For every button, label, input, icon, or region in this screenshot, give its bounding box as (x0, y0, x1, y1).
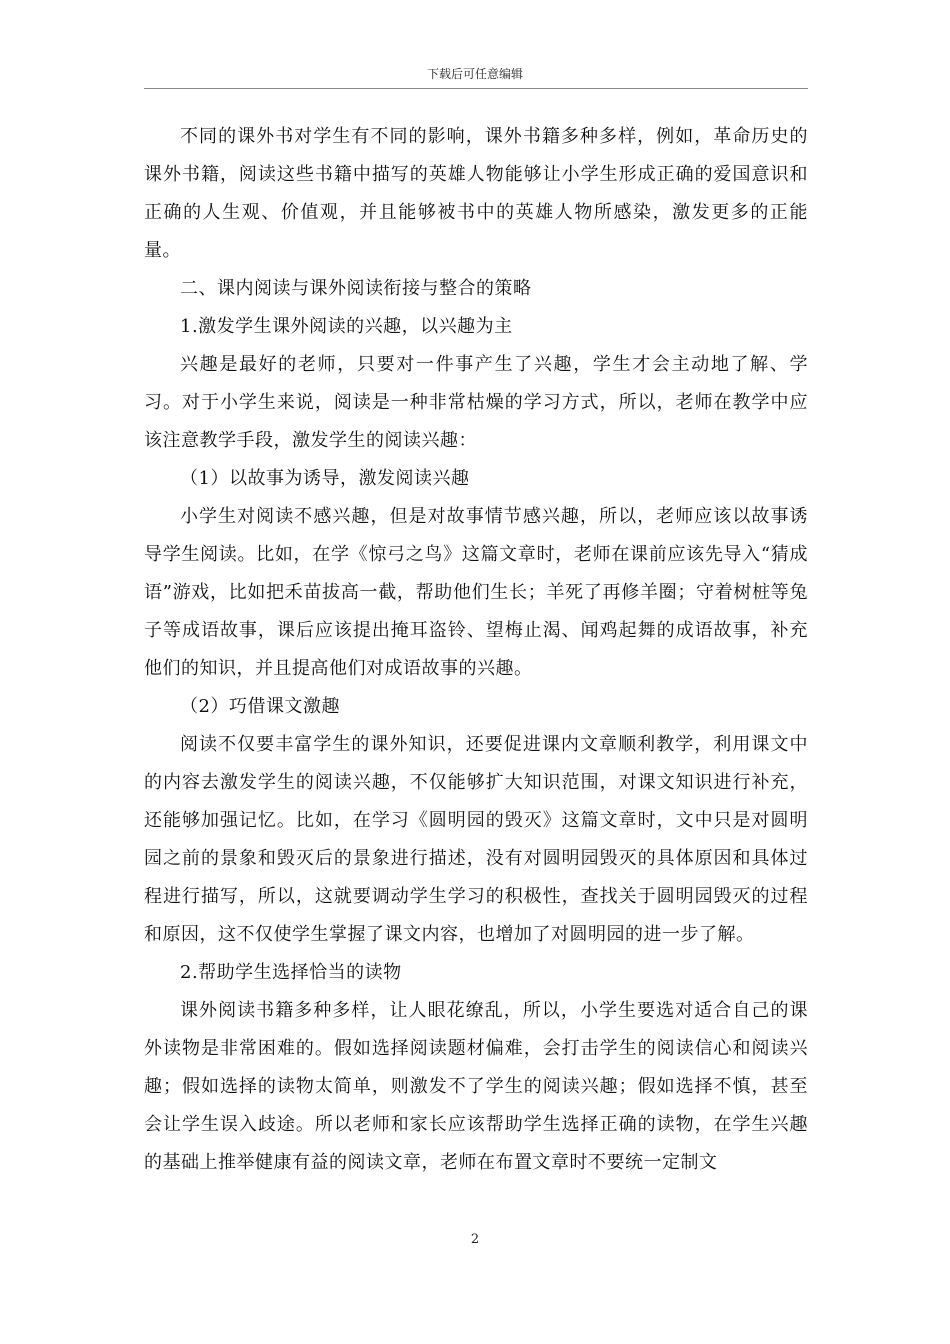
paragraph: 阅读不仅要丰富学生的课外知识，还要促进课内文章顺利教学，利用课文中的内容去激发学生的阅读兴趣，不仅能够扩大知识范围，对课文知识进行补充，还能够加强记忆。比如，在学习《圆明园的毁灭》这篇文章时，文中只是对圆明园之前的景象和毁灭后的景象进行描述，没有对圆明园毁灭的具体原因和具体过程进行描写，所以，这就要调动学生学习的积极性，查找关于圆明园毁灭的过程和原因，这不仅使学生掌握了课文内容，也增加了对圆明园的进一步了解。 (144, 734, 808, 945)
page-header: 下载后可任意编辑 (426, 67, 523, 81)
paragraph: 不同的课外书对学生有不同的影响，课外书籍多种多样，例如，革命历史的课外书籍，阅读这些书籍中描写的英雄人物能够让小学生形成正确的爱国意识和正确的人生观、价值观，并且能够被书中的英雄人物所感染，激发更多的正能量。 (144, 126, 808, 261)
header-divider (144, 88, 808, 89)
section-heading: 二、课内阅读与课外阅读衔接与整合的策略 (180, 278, 532, 299)
subsection-heading: （2）巧借课文激趣 (180, 696, 340, 717)
paragraph: 兴趣是最好的老师，只要对一件事产生了兴趣，学生才会主动地了解、学习。对于小学生来说，阅读是一种非常枯燥的学习方式，所以，老师在教学中应该注意教学手段，激发学生的阅读兴趣： (144, 354, 808, 451)
paragraph: 小学生对阅读不感兴趣，但是对故事情节感兴趣，所以，老师应该以故事诱导学生阅读。比如，在学《惊弓之鸟》这篇文章时，老师在课前应该先导入“猜成语”游戏，比如把禾苗拔高一截，帮助他们生长；羊死了再修羊圈；守着树桩等兔子等成语故事，课后应该提出掩耳盗铃、望梅止渴、闻鸡起舞的成语故事，补充他们的知识，并且提高他们对成语故事的兴趣。 (144, 506, 808, 679)
subsection-heading: 2.帮助学生选择恰当的读物 (180, 962, 402, 983)
document-body (144, 118, 808, 1182)
page-number: 2 (470, 1232, 480, 1247)
paragraph: 课外阅读书籍多种多样，让人眼花缭乱，所以，小学生要选对适合自己的课外读物是非常困难的。假如选择阅读题材偏难，会打击学生的阅读信心和阅读兴趣；假如选择的读物太简单，则激发不了学生的阅读兴趣；假如选择不慎，甚至会让学生误入歧途。所以老师和家长应该帮助学生选择正确的读物，在学生兴趣的基础上推举健康有益的阅读文章，老师在布置文章时不要统一定制文 (144, 1000, 808, 1173)
subsection-heading: （1）以故事为诱导，激发阅读兴趣 (180, 468, 470, 489)
subsection-heading: 1.激发学生课外阅读的兴趣，以兴趣为主 (180, 316, 513, 337)
